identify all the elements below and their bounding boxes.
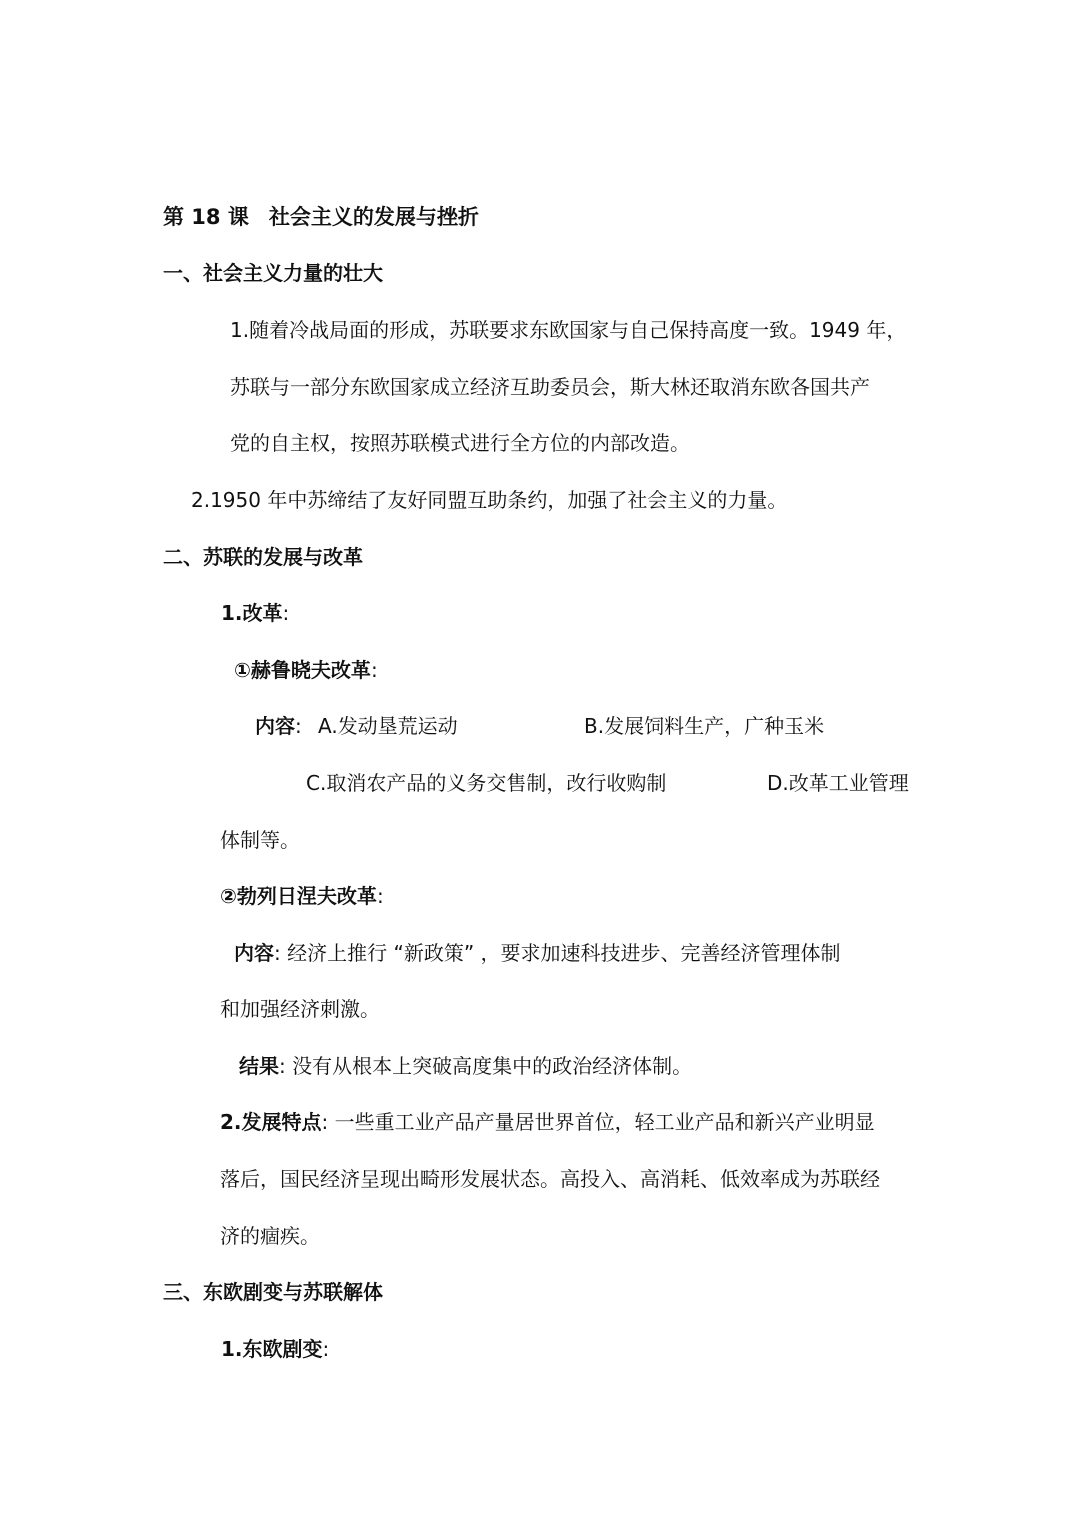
section1-heading: 一、社会主义力量的壮大 — [163, 261, 383, 285]
brezhnev-result — [239, 1052, 692, 1080]
brezhnev-result-label: 结果 — [239, 1054, 279, 1078]
s1-p1-line3: 党的自主权，按照苏联模式进行全方位的内部改造。 — [230, 431, 690, 455]
khrushchev-content-colon: : — [295, 714, 302, 738]
khrushchev-item-c: C.取消农产品的义务交售制，改行收购制 — [306, 771, 667, 795]
east-europe-heading — [221, 1335, 329, 1363]
lesson-name: 社会主义的发展与挫折 — [268, 205, 479, 229]
features-line1 — [220, 1108, 875, 1136]
brezhnev-label: ②勃列日涅夫改革 — [220, 884, 377, 908]
khrushchev-item-a: A.发动垦荒运动 — [318, 714, 458, 738]
reform-colon: : — [282, 601, 290, 625]
lesson-number: 第 18 课 — [163, 205, 249, 229]
features-line2: 落后，国民经济呈现出畸形发展状态。高投入、高消耗、低效率成为苏联经 — [220, 1167, 880, 1191]
brezhnev-content-label: 内容 — [234, 941, 274, 965]
brezhnev-content-line1 — [234, 939, 841, 967]
section3-heading: 三、东欧剧变与苏联解体 — [163, 1280, 383, 1304]
brezhnev-result-text: : 没有从根本上突破高度集中的政治经济体制。 — [279, 1054, 693, 1078]
khrushchev-heading — [234, 656, 378, 684]
khrushchev-item-b: B.发展饲料生产，广种玉米 — [584, 714, 825, 738]
khrushchev-colon: : — [370, 658, 378, 682]
brezhnev-content-text: : 经济上推行 “新政策” ，要求加速科技进步、完善经济管理体制 — [274, 941, 841, 965]
lesson-title — [163, 203, 479, 231]
east-europe-colon: : — [322, 1337, 330, 1361]
khrushchev-content-label: 内容 — [255, 714, 295, 738]
east-europe-label: 1.东欧剧变 — [221, 1337, 323, 1361]
features-line3: 济的痼疾。 — [220, 1224, 320, 1248]
features-text-l1: : 一些重工业产品产量居世界首位，轻工业产品和新兴产业明显 — [321, 1110, 875, 1134]
s1-p2: 2.1950 年中苏缔结了友好同盟互助条约，加强了社会主义的力量。 — [191, 488, 788, 512]
reform-heading — [221, 599, 289, 627]
khrushchev-content — [255, 712, 302, 740]
s1-p1-line1: 1.随着冷战局面的形成，苏联要求东欧国家与自己保持高度一致。1949 年， — [230, 318, 907, 342]
features-label: 2.发展特点 — [220, 1110, 322, 1134]
reform-label: 1.改革 — [221, 601, 283, 625]
khrushchev-item-d-cont: 体制等。 — [220, 828, 300, 852]
khrushchev-item-d: D.改革工业管理 — [767, 771, 909, 795]
khrushchev-label: ①赫鲁晓夫改革 — [234, 658, 371, 682]
s1-p1-line2: 苏联与一部分东欧国家成立经济互助委员会，斯大林还取消东欧各国共产 — [230, 375, 870, 399]
section2-heading: 二、苏联的发展与改革 — [163, 545, 363, 569]
brezhnev-heading — [220, 882, 384, 910]
brezhnev-content-line2: 和加强经济刺激。 — [220, 997, 380, 1021]
brezhnev-colon: : — [376, 884, 384, 908]
